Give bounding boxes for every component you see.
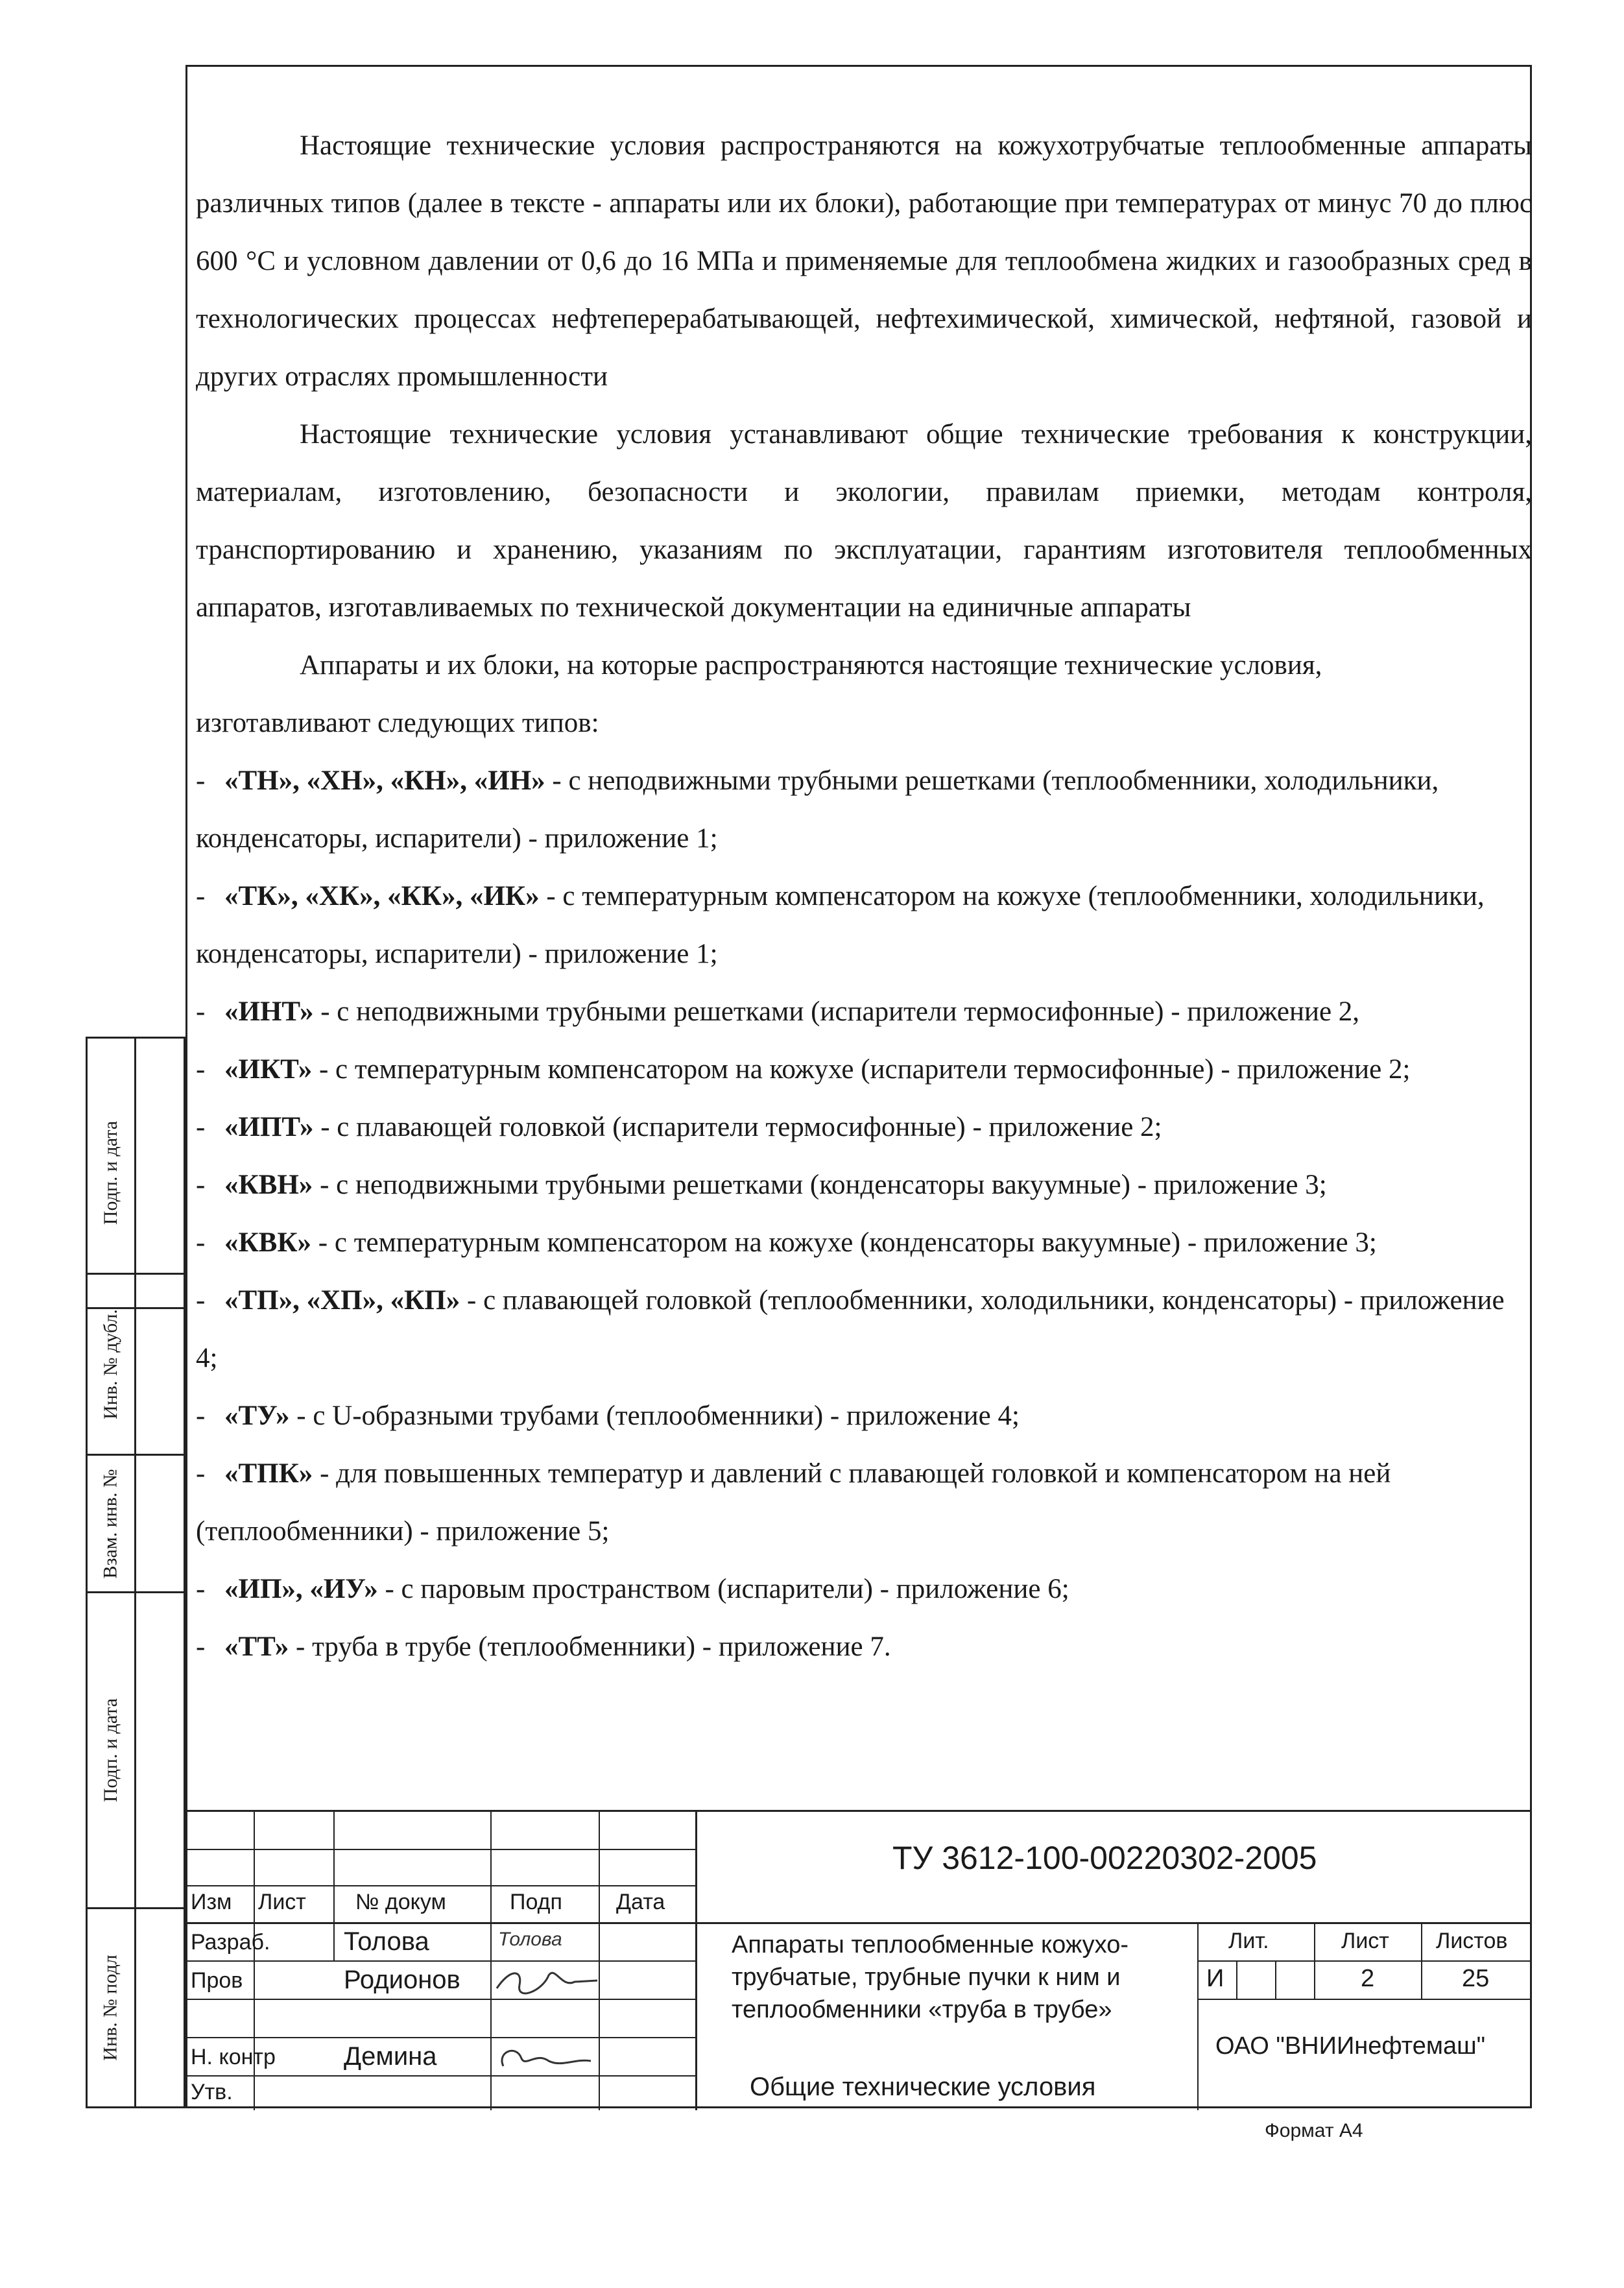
document-number: ТУ 3612-100-00220302-2005 <box>892 1840 1317 1876</box>
type-description: - с неподвижными трубными решетками (конденсаторы вакуумные) - приложение 3; <box>313 1170 1327 1200</box>
title-line-4: Общие технические условия <box>750 2073 1096 2101</box>
type-item: - «КВК» - с температурным компенсатором на кожухе (конденсаторы вакуумные) - приложение 3; <box>196 1227 1377 1258</box>
listov-value: 25 <box>1462 1965 1490 1992</box>
title-line-1: Аппараты теплообменные кожухо- <box>732 1931 1129 1958</box>
col-data: Дата <box>616 1890 665 1914</box>
organization: ОАО "ВНИИнефтемаш" <box>1215 2032 1486 2060</box>
type-item: - «ТП», «ХП», «КП» - с плавающей головкой (теплообменники, холодильники, конденсаторы) - приложение 4; <box>196 1285 1505 1373</box>
list-value: 2 <box>1361 1965 1375 1992</box>
binding-label: Подп. и дата <box>100 1698 121 1803</box>
col-dokum: № докум <box>355 1890 446 1914</box>
listov-header: Листов <box>1436 1929 1508 1953</box>
document-body <box>196 117 1532 1676</box>
role-prov: Пров <box>191 1968 243 1993</box>
type-code: «ТН», «ХН», «КН», «ИН» <box>224 765 545 796</box>
type-item: - «ИКТ» - с температурным компенсатором на кожухе (испарители термосифонные) - приложение 2; <box>196 1054 1411 1085</box>
role-nkontr: Н. контр <box>191 2045 276 2069</box>
title-line-2: трубчатые, трубные пучки к ним и <box>732 1964 1121 1991</box>
lit-value: И <box>1206 1965 1224 1992</box>
type-code: «ИПТ» <box>224 1112 314 1142</box>
type-code: «ИП», «ИУ» <box>224 1574 378 1604</box>
binding-label: Инв. № подл <box>100 1955 121 2061</box>
title-line-3: теплообменники «труба в трубе» <box>732 1996 1112 2023</box>
binding-label: Подп. и дата <box>100 1120 121 1225</box>
type-item: - «ИП», «ИУ» - с паровым пространством (испарители) - приложение 6; <box>196 1574 1069 1604</box>
paragraph-types-intro-cont: изготавливают следующих типов: <box>196 708 599 738</box>
type-code: «ИКТ» <box>224 1054 313 1085</box>
name-prov: Родионов <box>344 1966 460 1994</box>
type-description: - с плавающей головкой (испарители термосифонные) - приложение 2; <box>313 1112 1162 1142</box>
types-list <box>196 752 1532 1676</box>
type-description: - с неподвижными трубными решетками (испарители термосифонные) - приложение 2, <box>313 996 1360 1027</box>
type-code: «ТУ» <box>224 1401 290 1431</box>
type-description: - с паровым пространством (испарители) - приложение 6; <box>377 1574 1069 1604</box>
signature-prov <box>490 1962 601 1999</box>
type-description: - с плавающей головкой (теплообменники, холодильники, конденсаторы) - приложение 4; <box>196 1285 1505 1373</box>
type-code: «ИНТ» <box>224 996 314 1027</box>
paragraph-types-intro: Аппараты и их блоки, на которые распространяются настоящие технические условия, <box>300 650 1322 680</box>
type-item: - «ТТ» - труба в трубе (теплообменники) - приложение 7. <box>196 1632 891 1662</box>
paragraph-scope: Настоящие технические условия распространяются на кожухотрубчатые теплообменные аппараты различных типов (далее в тексте - аппараты или их блоки), работающие при температурах от минус 70 до плюс 600 °С и условном давлении от 0,6 до 16 МПа и применяемые для теплообмена жидких и газообразных сред в технологических процессах нефтеперерабатывающей, нефтехимической, химической, нефтяной, газовой и других отраслях промышленности <box>196 130 1532 392</box>
type-description: - с температурным компенсатором на кожухе (испарители термосифонные) - приложение 2; <box>312 1054 1411 1085</box>
binding-podp-data-1 <box>86 1037 185 1309</box>
binding-label: Взам. инв. № <box>100 1468 121 1579</box>
binding-label: Инв. № дубл. <box>100 1309 121 1419</box>
binding-podp-data-2 <box>86 1591 185 1909</box>
role-razrab: Разраб. <box>191 1930 270 1955</box>
col-izm: Изм <box>191 1890 232 1914</box>
type-item: - «ТПК» - для повышенных температур и давлений с плавающей головкой и компенсатором на ней (теплообменники) - приложение 5; <box>196 1458 1391 1547</box>
type-item: - «ИНТ» - с неподвижными трубными решетками (испарители термосифонные) - приложение 2, <box>196 996 1360 1027</box>
binding-inv-dubl <box>86 1273 185 1456</box>
name-razrab: Толова <box>344 1927 429 1956</box>
type-description: - труба в трубе (теплообменники) - приложение 7. <box>289 1632 891 1662</box>
type-code: «ТТ» <box>224 1632 289 1662</box>
col-podp: Подп <box>510 1890 562 1914</box>
type-code: «ТК», «ХК», «КК», «ИК» <box>224 881 540 911</box>
type-code: «ТПК» <box>224 1458 313 1489</box>
type-description: - с температурным компенсатором на кожухе (конденсаторы вакуумные) - приложение 3; <box>311 1227 1377 1258</box>
type-code: «КВК» <box>224 1227 312 1258</box>
type-description: - для повышенных температур и давлений с плавающей головкой и компенсатором на ней (теплообменники) - приложение 5; <box>196 1458 1391 1547</box>
col-list: Лист <box>258 1890 306 1914</box>
binding-vzam-inv <box>86 1454 185 1593</box>
type-description: - с U-образными трубами (теплообменники) - приложение 4; <box>289 1401 1020 1431</box>
list-header: Лист <box>1341 1929 1389 1953</box>
type-description: - с температурным компенсатором на кожухе (теплообменники, холодильники, конденсаторы, испарители) - приложение 1; <box>196 881 1485 969</box>
name-nkontr: Демина <box>344 2042 437 2071</box>
type-code: «ТП», «ХП», «КП» <box>224 1285 460 1316</box>
paper-format: Формат А4 <box>1265 2120 1363 2141</box>
type-item: - «ТУ» - с U-образными трубами (теплообменники) - приложение 4; <box>196 1401 1020 1431</box>
type-item: - «ТК», «ХК», «КК», «ИК» - с температурным компенсатором на кожухе (теплообменники, холодильники, конденсаторы, испарители) - приложение 1; <box>196 881 1485 969</box>
paragraph-requirements: Настоящие технические условия устанавливают общие технические требования к конструкции, материалам, изготовлению, безопасности и экологии, правилам приемки, методам контроля, транспортированию и хранению, указаниям по эксплуатации, гарантиям изготовителя теплообменных аппаратов, изготавливаемых по технической документации на единичные аппараты <box>196 419 1532 623</box>
signature-nkontr <box>490 2039 601 2075</box>
role-utv: Утв. <box>191 2080 233 2104</box>
type-item: - «ИПТ» - с плавающей головкой (испарители термосифонные) - приложение 2; <box>196 1112 1162 1142</box>
signature-razrab: Толова <box>498 1929 562 1950</box>
type-code: «КВН» <box>224 1170 313 1200</box>
type-description: - с неподвижными трубными решетками (теплообменники, холодильники, конденсаторы, испарители) - приложение 1; <box>196 765 1439 854</box>
title-block <box>185 1810 1532 2108</box>
lit-header: Лит. <box>1228 1929 1269 1953</box>
type-item: - «КВН» - с неподвижными трубными решетками (конденсаторы вакуумные) - приложение 3; <box>196 1170 1327 1200</box>
type-item: - «ТН», «ХН», «КН», «ИН» - с неподвижными трубными решетками (теплообменники, холодильники, конденсаторы, испарители) - приложение 1; <box>196 765 1439 854</box>
binding-inv-podl <box>86 1907 185 2108</box>
